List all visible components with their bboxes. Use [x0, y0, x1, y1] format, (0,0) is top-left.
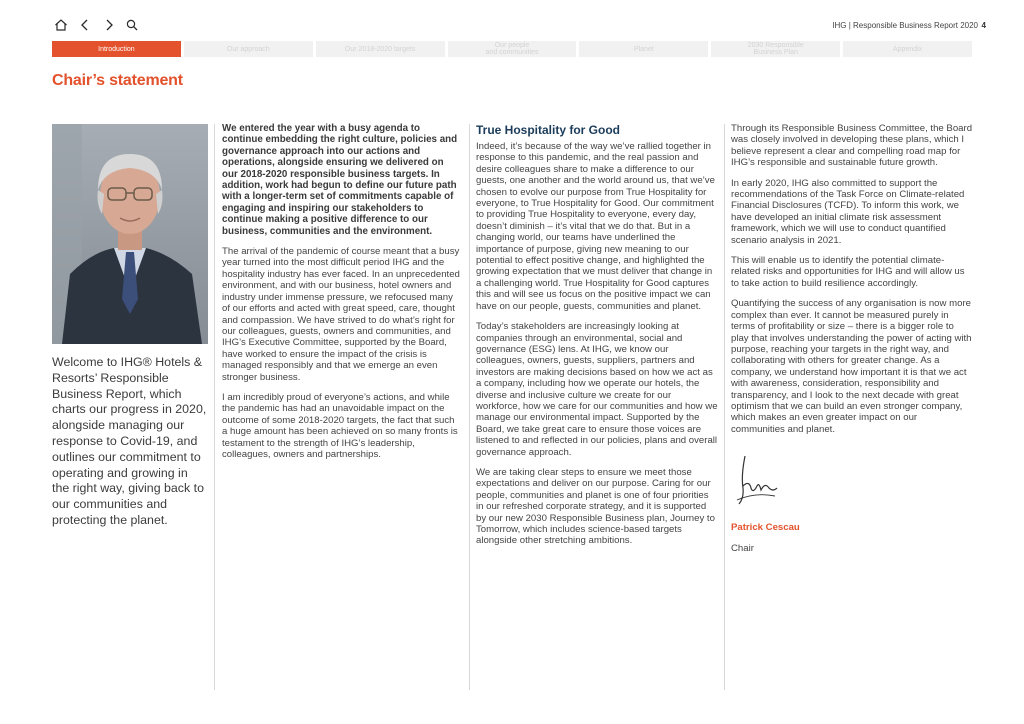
- paragraph: We are taking clear steps to ensure we meet those expectations and deliver on our purpose. Caring for our people, communities and planet is one of four priorities in our refreshed corporate strategy, and it is supported by our new 2030 Responsible Business plan, Journey to Tomorrow, which includes science-based targets alongside other stretching ambitions.: [476, 466, 715, 547]
- section-tabs: [52, 41, 972, 57]
- chair-portrait-photo: [52, 124, 208, 344]
- tab-targets[interactable]: Our 2018-2020 targets: [316, 41, 445, 57]
- tab-appendix[interactable]: Appendix: [843, 41, 972, 57]
- section-heading: True Hospitality for Good: [476, 123, 621, 137]
- body-column-1: [222, 123, 460, 469]
- page-title: Chair’s statement: [52, 72, 183, 89]
- column-divider: [214, 124, 215, 690]
- paragraph: I am incredibly proud of everyone’s actions, and while the pandemic has had an unavoidable impact on the outcome of some 2018-2020 targets, the fact that such a huge amount has been achieved on so many fronts is testament to the strength of IHG’s leadership, colleagues, owners and partnerships.: [222, 391, 458, 460]
- paragraph: In early 2020, IHG also committed to support the recommendations of the Task Force on Climate-related Financial Disclosures (TCFD). To inform this work, we have developed an initial climate risk assessment framework, which we will use to conduct quantified scenario analysis in 2021.: [731, 177, 965, 246]
- paragraph: Indeed, it’s because of the way we’ve rallied together in response to this pandemic, and the real passion and desire colleagues share to make a difference to our guests, one another and the world around us, that we’ve chosen to evolve our purpose from True Hospitality for everyone, to True Hospitality for Good. Our commitment to providing True Hospitality to everyone, every day, doesn’t diminish – it’s vital that we do that. But in a changing world, our teams have underlined the importance of purpose, giving new meaning to our potential to effect positive change, and highlighted the growing expectation that we must deliver that change in a challenging world. True Hospitality for Good captures this and will see us focus on the positive impact we can have on our people, guests, communities and planet.: [476, 141, 715, 312]
- tab-our-approach[interactable]: Our approach: [184, 41, 313, 57]
- paragraph: Quantifying the success of any organisation is now more complex than ever. It cannot be measured purely in terms of profitability or size – there is a bigger role to play that involves understanding the power of acting with purpose, reaching your targets in the right way, and collaborating with others for greater change. As a company, we understand how important it is that we act with awareness, consideration, responsibility and transparency, and I look to the next decade with great optimism that we can build an even stronger company, which makes an even greater impact on our communities and planet.: [731, 298, 972, 435]
- tab-introduction[interactable]: Introduction: [52, 41, 181, 57]
- paragraph: Today’s stakeholders are increasingly looking at companies through an environmental, social and governance (ESG) lens. At IHG, we know our colleagues, owners, guests, suppliers, partners and investors are making decisions based on how we act as a company, including how we operate our hotels, the diverse and inclusive culture we create for our workforce, how we care for our communities and how we manage our environmental impact. Supported by the Board, we take great care to ensure those voices are listened to and reflected in our policies, plans and overall governance approach.: [476, 321, 718, 458]
- column-divider: [724, 124, 725, 690]
- chevron-left-icon[interactable]: [77, 17, 93, 33]
- paragraph: This will enable us to identify the potential climate-related risks and opportunities for IHG and will allow us to take action to build resilience accordingly.: [731, 255, 965, 289]
- tab-people-communities[interactable]: Our people and communities: [448, 41, 577, 57]
- signer-name: Patrick Cescau: [731, 521, 800, 533]
- tab-planet[interactable]: Planet: [579, 41, 708, 57]
- top-bar: [0, 0, 1024, 40]
- home-icon[interactable]: [53, 17, 69, 33]
- signature-image: [731, 452, 779, 506]
- lead-paragraph: We entered the year with a busy agenda to continue embedding the right culture, policies and governance approach into our actions and operations, alongside ensuring we delivered on our 2018-2020 responsible business targets. In addition, work had begun to define our future path with a longer-term set of commitments capable of engaging and inspiring our stakeholders to continue making a positive difference to our business, communities and the environment.: [222, 123, 458, 237]
- signer-role: Chair: [731, 542, 754, 554]
- paragraph: Through its Responsible Business Committee, the Board was closely involved in developing these plans, which I believe represent a clear and compelling road map for IHG’s responsible and sustainable future growth.: [731, 123, 973, 169]
- body-column-3: [731, 123, 973, 554]
- paragraph: The arrival of the pandemic of course meant that a busy year turned into the most difficult period IHG and the hospitality industry has ever faced. In an unprecedented environment, and with our business, hotel owners and industry under immense pressure, we refocused many of our efforts and acted with great speed, care, thought and compassion. We have strived to do what’s right for our colleagues, guests, owners and communities, and IHG’s Executive Committee, supported by the Board, have worked to ensure the impact of the crisis is managed responsibly and that we emerge an even stronger business.: [222, 246, 460, 383]
- page-number: 4: [981, 21, 986, 30]
- report-title: IHG | Responsible Business Report 2020: [832, 21, 978, 30]
- search-icon[interactable]: [124, 17, 140, 33]
- welcome-intro-text: Welcome to IHG® Hotels & Resorts’ Responsible Business Report, which charts our progress in 2020, alongside managing our response to Covid-19, and outlines our commitment to operating and growing in the right way, giving back to our communities and protecting the planet.: [52, 355, 207, 527]
- tab-2030-plan[interactable]: 2030 Responsible Business Plan: [711, 41, 840, 57]
- column-divider: [469, 124, 470, 690]
- body-column-2: [476, 123, 718, 556]
- chevron-right-icon[interactable]: [101, 17, 117, 33]
